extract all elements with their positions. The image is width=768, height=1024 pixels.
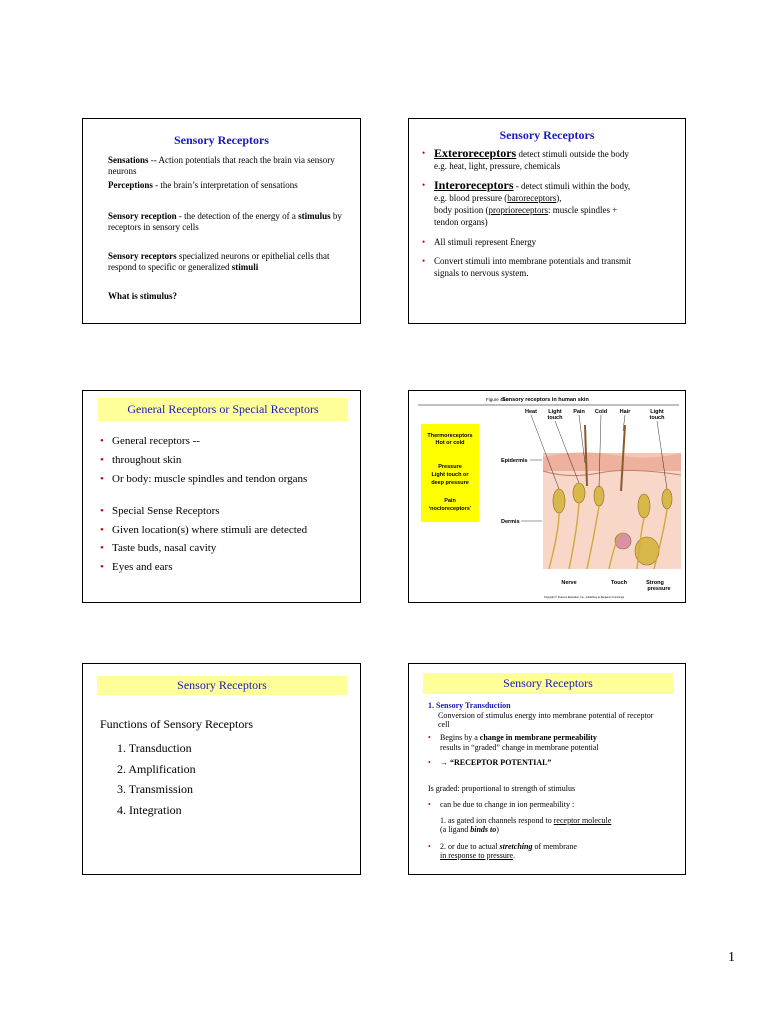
skin-receptors-figure [409,391,685,602]
slide-5 [82,663,361,875]
ion-permeability-item: • can be due to change in ion permeability : 1. as gated ion channels respond to receptor molecule (a ligand binds to) [428,800,678,835]
slide-5-title-bar [97,676,347,695]
label-light-1: Light [548,409,562,415]
slide-3-title-bar [98,398,348,421]
list-item: • Given location(s) where stimuli are detected [100,521,355,540]
figure-copyright: Copyright © Pearson Education, Inc., publishing as Benjamin Cummings [543,596,625,599]
stimulus-question: What is stimulus? [108,291,178,301]
slide-5-title: Sensory Receptors [177,678,267,692]
sensory-receptors-text: Sensory receptors specialized neurons or epithelial cells that respond to specific or generalized stimuli [108,251,330,272]
label-light-2: Light [650,409,664,415]
slide-6-bullets-2 [428,800,678,861]
legend-pressure: Pressure [438,464,462,470]
slide-6-title: Sensory Receptors [503,676,593,690]
general-receptors-list [100,432,355,489]
label-cold: Cold [594,409,608,415]
list-item: • Taste buds, nasal cavity [100,539,355,558]
slide-6-title-bar [423,673,673,694]
slide-3-title: General Receptors or Special Receptors [127,402,319,416]
list-item: • Special Sense Receptors [100,502,355,521]
label-strong: Strong [646,580,664,586]
slide-6-bullets-1 [428,733,678,768]
list-item: • General receptors -- [100,432,355,451]
perceptions-text: Perceptions - the brain’s interpretation of sensations [108,180,298,190]
label-nerve: Nerve [561,580,577,586]
convert-item: • Convert stimuli into membrane potentials and transmit signals to nervous system. [422,255,654,279]
exteroreceptors-item: • Exteroreceptors detect stimuli outside the body e.g. heat, light, pressure, chemicals [422,147,682,172]
sensory-transduction-block [428,701,678,730]
list-item: 4. Integration [117,802,182,817]
page-number: 1 [728,950,735,965]
list-item: 2. Amplification [117,761,196,776]
slide-4 [408,390,686,603]
legend-light-touch: Light touch or [431,472,469,478]
special-receptors-list [100,502,355,576]
sensations-text: Sensations -- Action potentials that reach the brain via sensory neurons [108,155,335,176]
list-item: • Or body: muscle spindles and tendon organs [100,470,355,489]
sensory-transduction-text: Conversion of stimulus energy into membrane potential of receptor cell [438,710,654,729]
legend-deep-pressure: deep pressure [431,480,469,486]
legend-nocioreceptors: ‘nocioreceptors’ [428,506,472,512]
legend-hot-cold: Hot or cold [435,440,465,446]
label-hair: Hair [619,409,631,415]
legend-thermo: Thermoreceptors [427,433,473,439]
label-heat: Heat [525,409,537,415]
label-pain: Pain [573,409,585,415]
list-item: 3. Transmission [117,782,194,796]
graded-text: Is graded: proportional to strength of stimulus [428,784,576,793]
label-epidermis: Epidermis [501,458,528,464]
arrow-icon: → [440,758,448,767]
label-touch-2: touch [649,415,665,421]
list-item: • throughout skin [100,451,355,470]
functions-list [117,738,196,820]
sensory-transduction-heading: 1. Sensory Transduction [428,701,511,710]
figure-caption-title: Sensory receptors in human skin [502,397,589,403]
energy-item: • All stimuli represent Energy [422,236,682,248]
functions-heading: Functions of Sensory Receptors [100,717,253,731]
slide-2 [408,118,686,324]
interoreceptors-item: • Interoreceptors - detect stimuli within the body, e.g. blood pressure (baroreceptors), body position (proprioreceptors: muscle spindles + tendon organs) [422,179,682,228]
label-touch-bottom: Touch [610,580,628,586]
label-touch-1: touch [547,415,563,421]
list-item: • Eyes and ears [100,558,355,577]
slide-6 [408,663,686,875]
legend-pain: Pain [444,498,456,504]
ion-channel-sub: 1. as gated ion channels respond to receptor molecule (a ligand binds to) [440,815,612,834]
list-item: 1. Transduction [117,741,192,755]
permeability-item: • Begins by a change in membrane permeability results in “graded” change in membrane potential [428,733,678,752]
receptor-potential-item: • → “RECEPTOR POTENTIAL” [428,758,678,768]
slide-1-title: Sensory Receptors [174,133,269,147]
label-dermis: Dermis [501,519,520,525]
slide-1 [82,118,361,324]
sensory-reception-text: Sensory reception - the detection of the energy of a stimulus by receptors in sensory cells [108,211,342,232]
stretching-item: • 2. or due to actual stretching of membrane in response to pressure. [428,842,678,861]
slide-3 [82,390,361,603]
slide-2-title: Sensory Receptors [499,128,595,142]
slide-2-bullets [422,147,682,279]
label-pressure-bottom: pressure [647,586,671,592]
figure-caption-number: Figure 49.3 [486,397,509,402]
